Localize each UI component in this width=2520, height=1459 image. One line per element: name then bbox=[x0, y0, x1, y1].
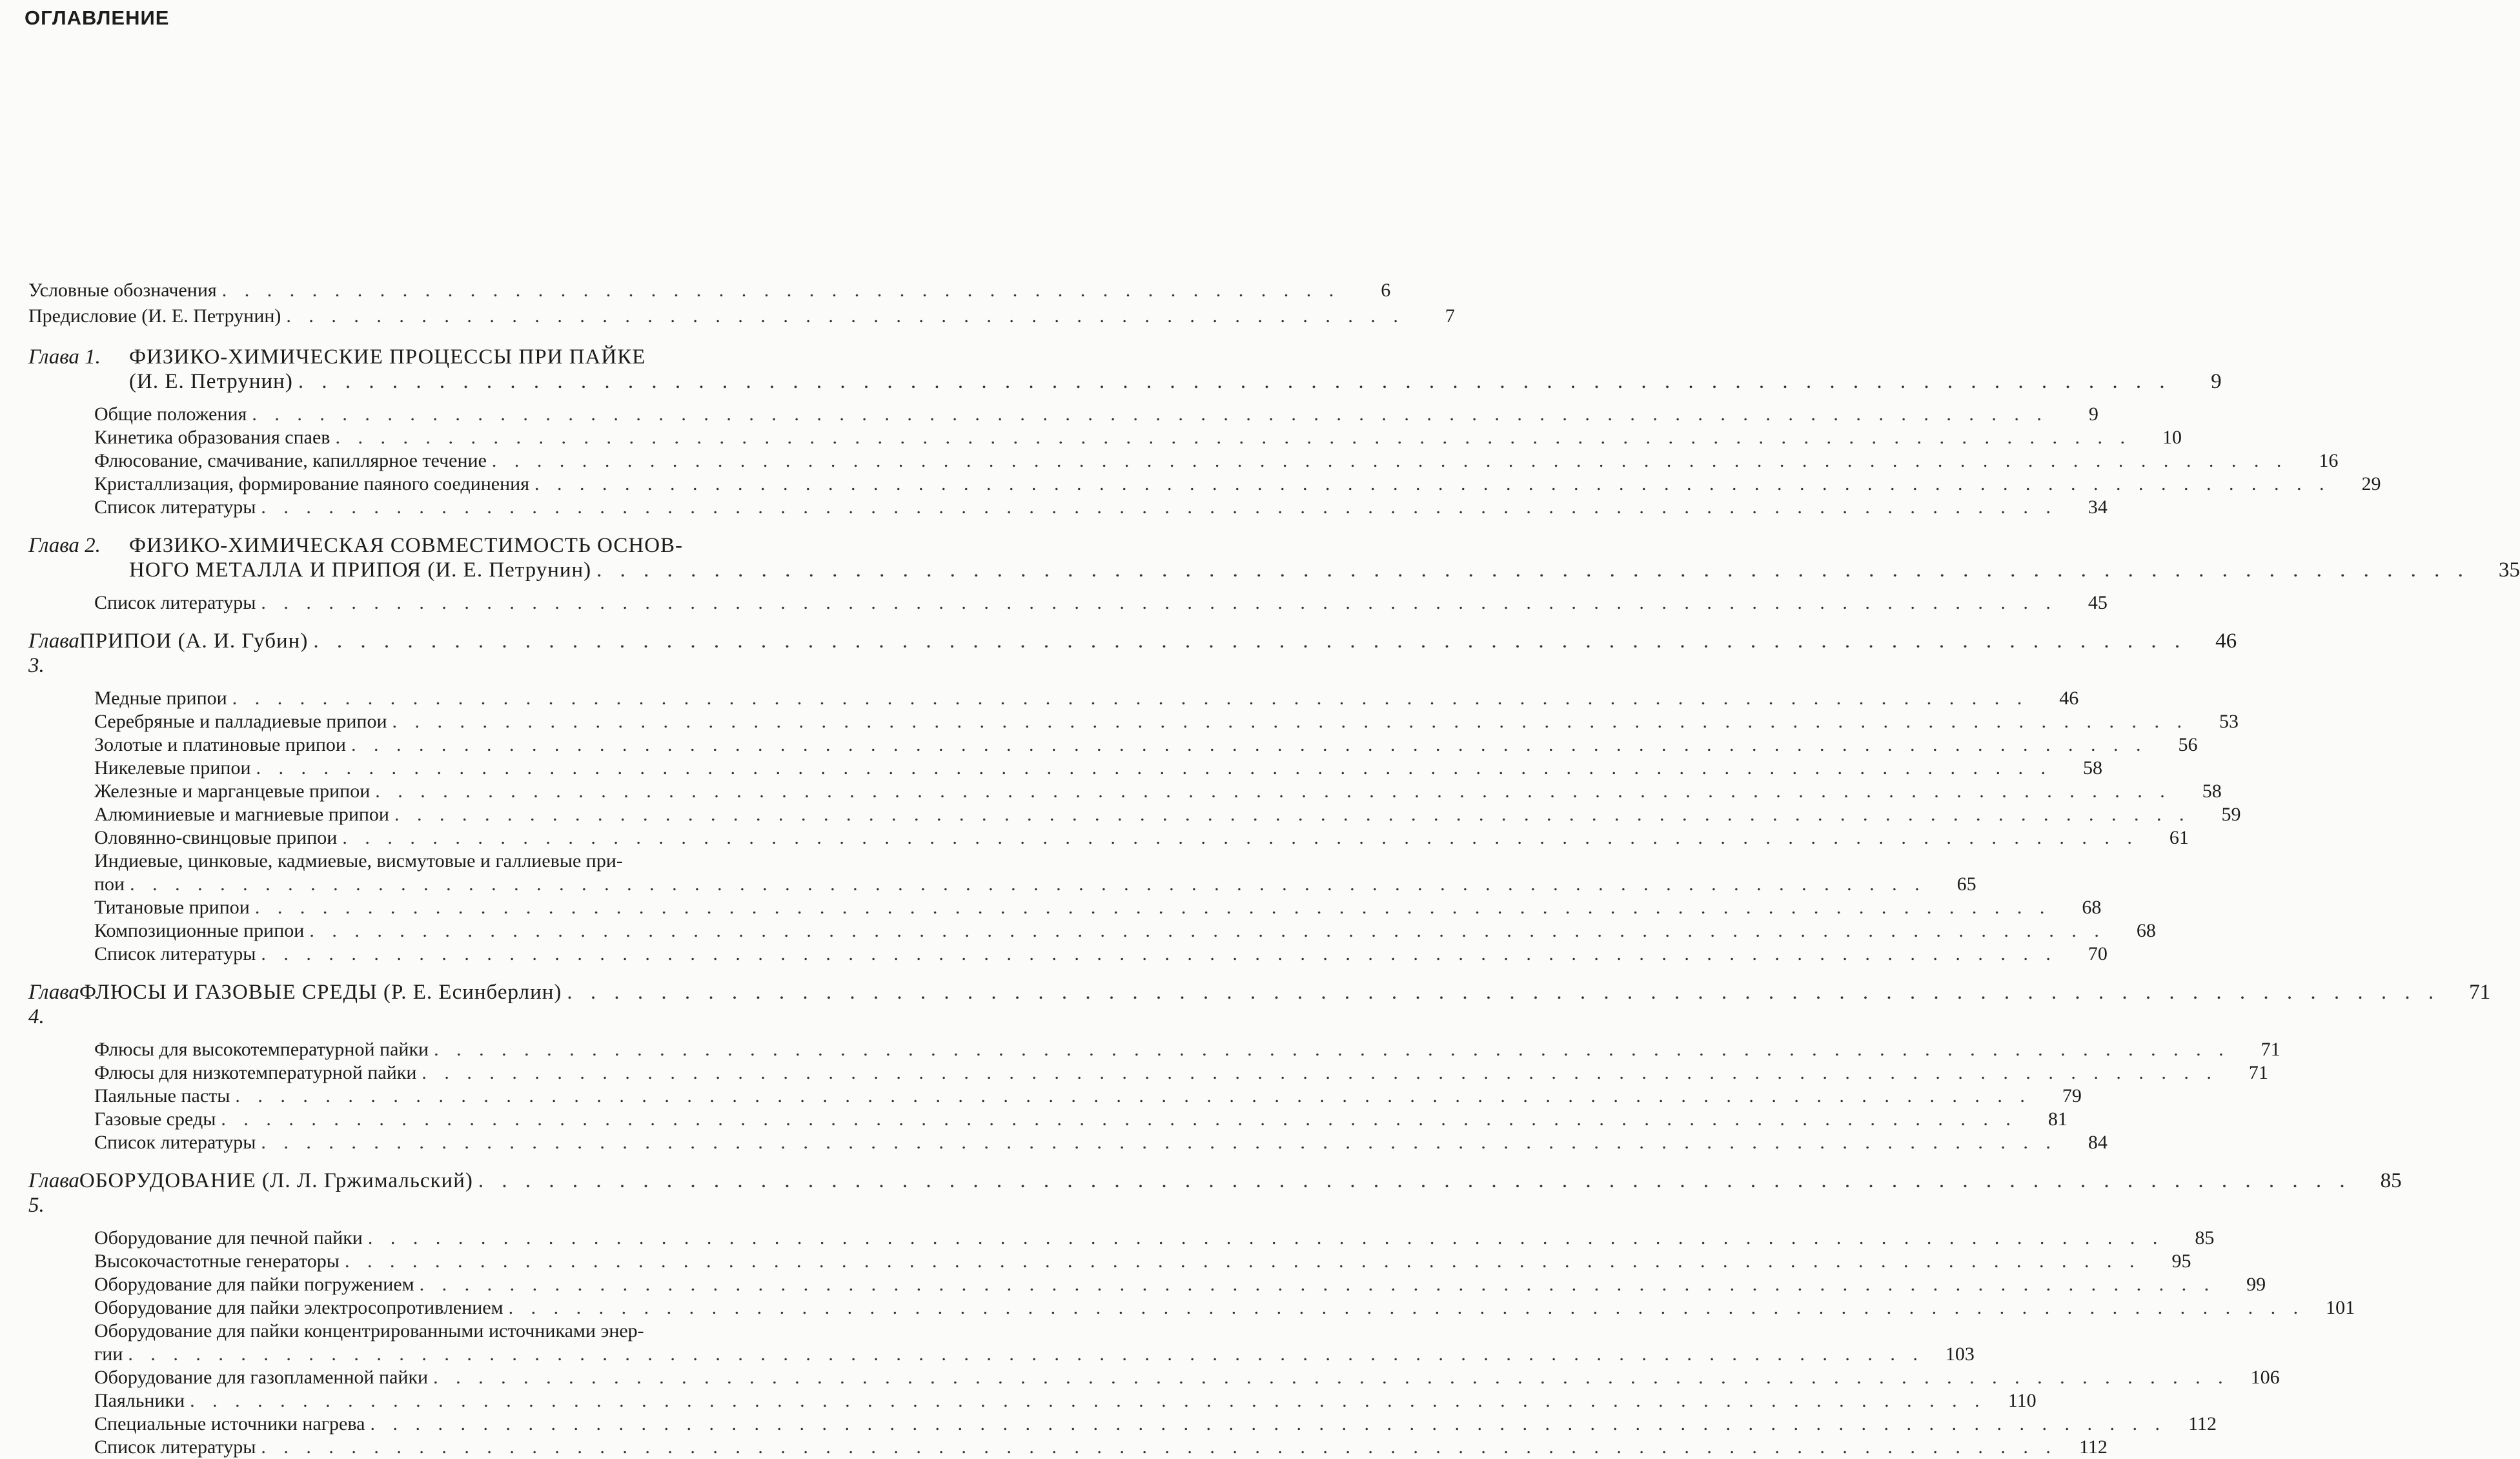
chapter-block bbox=[28, 980, 2491, 1154]
entry-page: 6 bbox=[1381, 280, 1391, 301]
chapter-page: 46 bbox=[2215, 629, 2237, 653]
chapter-label: Глава 2. bbox=[28, 534, 101, 557]
chapter-label: Глава 3. bbox=[28, 629, 79, 677]
leader-dots: . . . . . . . . . . . . . . . . . . . . . . . . . . . . . . . . . . . . . . . . . . . . . . . . . . . . . . . . . . . . . . . . . . . . . . . . . . . . . . . . bbox=[190, 1390, 1986, 1411]
entry-title: Флюсование, смачивание, капиллярное течение bbox=[94, 450, 487, 471]
chapter-block bbox=[28, 629, 2241, 966]
entry-page: 65 bbox=[1956, 873, 1976, 895]
entry-page: 71 bbox=[2261, 1039, 2281, 1060]
toc-entry bbox=[28, 1108, 2068, 1131]
entry-page: 112 bbox=[2188, 1413, 2217, 1434]
leader-dots: . . . . . . . . . . . . . . . . . . . . . . . . . . . . . . . . . . . . . . . . . . . . . . . . . . . . . . . . . . . . . . . . . . . . . . . . . . . . . . . . bbox=[394, 804, 2191, 825]
entry-title: Оборудование для пайки концентрированными источниками энер- bbox=[94, 1320, 644, 1342]
toc-entry bbox=[28, 1038, 2281, 1061]
section-list bbox=[28, 403, 2381, 519]
entry-title: Железные и марганцевые припои bbox=[94, 781, 371, 802]
toc-entry bbox=[28, 1296, 2355, 1320]
entry-page: 45 bbox=[2088, 592, 2108, 613]
entry-page: 101 bbox=[2326, 1297, 2355, 1318]
toc-entry bbox=[28, 943, 2108, 966]
leader-dots: . . . . . . . . . . . . . . . . . . . . . . . . . . . . . . . . . . . . . . . . . . . . . . . . . . . . . . . . . . . . . . . . . . . . . . . . . . . . . . . . bbox=[342, 827, 2139, 848]
toc-entry bbox=[28, 426, 2182, 449]
toc-entry bbox=[28, 1061, 2268, 1085]
chapter-title: ОБОРУДОВАНИЕ (Л. Л. Гржимальский) bbox=[79, 1169, 473, 1192]
entry-page: 46 bbox=[2059, 688, 2079, 709]
leader-dots: . . . . . . . . . . . . . . . . . . . . . . . . . . . . . . . . . . . . . . . . . . . . . . . . . . . . . . . . . . . . . . . . . . . . . . . . . . . . . . . . bbox=[313, 629, 2187, 653]
leader-dots: . . . . . . . . . . . . . . . . . . . . . . . . . . . . . . . . . . . . . . . . . . . . . . . . . . . . . . . . . . . . . . . . . . . . . . . . . . . . . . . . bbox=[567, 981, 2441, 1004]
entry-page: 95 bbox=[2171, 1250, 2191, 1272]
chapter-title: ФИЗИКО-ХИМИЧЕСКИЕ ПРОЦЕССЫ ПРИ ПАЙКЕ bbox=[129, 345, 646, 369]
section-list bbox=[28, 1038, 2281, 1154]
entry-page: 79 bbox=[2062, 1085, 2082, 1107]
entry-title: Индиевые, цинковые, кадмиевые, висмутовые и галлиевые при- bbox=[94, 850, 623, 872]
toc-entry bbox=[28, 1436, 2108, 1459]
entry-page: 85 bbox=[2195, 1227, 2215, 1249]
leader-dots: . . . . . . . . . . . . . . . . . . . . . . . . . . . . . . . . . . . . . . . . . . . . . . . . . . . . . . . . . . . . . . . . . . . . . . . . . . . . . . . . bbox=[491, 450, 2288, 471]
leader-dots: . . . . . . . . . . . . . . . . . . . . . . . . . . . . . . . . . . . . . . . . . . . . . . . . . . . . . . . . . . . . . . . . . . . . . . . . . . . . . . . . bbox=[367, 1227, 2164, 1249]
leader-dots: . . . . . . . . . . . . . . . . . . . . . . . . . . . . . . . . . . . . . . . . . . . . . . . . . . . . . . . . . . . . . . . . . . . . . . . . . . . . . . . . bbox=[478, 1169, 2352, 1192]
leader-dots: . . . . . . . . . . . . . . . . . . . . . . . . . . . . . . . . . . . . . . . . . . . . . . . . . . . . . . . . . . . . . . . . . . . . . . . . . . . . . . . . bbox=[261, 943, 2057, 964]
chapter-title: ФЛЮСЫ И ГАЗОВЫЕ СРЕДЫ (Р. Е. Есинберлин) bbox=[79, 981, 562, 1004]
entry-title: Условные обозначения bbox=[28, 280, 217, 301]
entry-page: 53 bbox=[2219, 711, 2239, 732]
toc-entry bbox=[28, 896, 2102, 919]
toc-entry bbox=[28, 403, 2098, 426]
leader-dots: . . . . . . . . . . . . . . . . . . . . . . . . . . . . . . . . . . . . . . . . . . . . . . . . . . . . . . . . . . . . . . . . . . . . . . . . . . . . . . . . bbox=[370, 1413, 2166, 1434]
toc-entry bbox=[28, 687, 2079, 710]
toc-entry bbox=[28, 1366, 2280, 1389]
table-of-contents bbox=[28, 279, 2520, 1459]
toc-entry bbox=[28, 780, 2222, 803]
entry-title: Список литературы bbox=[94, 1436, 256, 1458]
entry-page: 68 bbox=[2136, 920, 2156, 941]
entry-title: Никелевые припои bbox=[94, 757, 251, 779]
toc-entry bbox=[28, 733, 2198, 757]
entry-title: Кристаллизация, формирование паяного соединения bbox=[94, 473, 530, 495]
leader-dots: . . . . . . . . . . . . . . . . . . . . . . . . . . . . . . . . . . . . . . . . . . . . . . . . . . . . . . . . . . . . . . . . . . . . . . . . . . . . . . . . bbox=[232, 688, 2029, 709]
entry-title: Специальные источники нагрева bbox=[94, 1413, 365, 1434]
entry-page: 7 bbox=[1445, 305, 1455, 327]
toc-entry bbox=[28, 803, 2241, 826]
entry-page: 110 bbox=[2007, 1390, 2037, 1411]
leader-dots: . . . . . . . . . . . . . . . . . . . . . . . . . . . . . . . . . . . . . . . . . . . . . . . . . . . . . . . . . . . . . . . . . . . . . . . . . . . . . . . . bbox=[596, 558, 2470, 582]
entry-title: Список литературы bbox=[94, 592, 256, 613]
entry-page: 99 bbox=[2246, 1274, 2266, 1295]
leader-dots: . . . . . . . . . . . . . . . . . . . . . . . . . . . . . . . . . . . . . . . . . . . . . . . . . . . . . . . . . . . . . . . . . . . . . . . . . . . . . . . . bbox=[261, 496, 2057, 518]
leader-dots: . . . . . . . . . . . . . . . . . . . . . . . . . . . . . . . . . . . . . . . . . . . . . . . . . . bbox=[286, 305, 1405, 327]
entry-title: Оборудование для пайки электросопротивлением bbox=[94, 1297, 503, 1318]
toc-entry bbox=[28, 449, 2339, 473]
leader-dots: . . . . . . . . . . . . . . . . . . . . . . . . . . . . . . . . . . . . . . . . . . . . . . . . . . . . . . . . . . . . . . . . . . . . . . . . . . . . . . . . bbox=[261, 1132, 2057, 1153]
chapter-title-cont: НОГО МЕТАЛЛА И ПРИПОЯ (И. Е. Петрунин) bbox=[129, 558, 592, 582]
chapter-page: 35 bbox=[2498, 558, 2520, 582]
chapter-heading bbox=[28, 980, 2491, 1029]
leader-dots: . . . . . . . . . . . . . . . . . . . . . . . . . . . . . . . . . . . . . . . . . . . . . . . . . . . . . . . . . . . . . . . . . . . . . . . . . . . . . . . . bbox=[534, 473, 2331, 495]
chapter-heading bbox=[28, 345, 897, 369]
section-list bbox=[28, 687, 2241, 966]
leader-dots: . . . . . . . . . . . . . . . . . . . . . . . . . . . . . . . . . . . . . . . . . . . . . . . . . . . . . . . . . . . . . . . . . . . . . . . . . . . . . . . . bbox=[130, 873, 1926, 895]
chapter-heading-cont bbox=[28, 558, 2520, 582]
toc-entry bbox=[28, 1250, 2191, 1273]
entry-page: 106 bbox=[2250, 1367, 2280, 1388]
entry-title-cont: пои bbox=[94, 873, 125, 895]
entry-title: Золотые и платиновые припои bbox=[94, 734, 346, 755]
chapter-label: Глава 4. bbox=[28, 981, 79, 1028]
toc-entry bbox=[28, 1389, 2037, 1413]
entry-page: 84 bbox=[2088, 1132, 2108, 1153]
leader-dots: . . . . . . . . . . . . . . . . . . . . . . . . . . . . . . . . . . . . . . . . . . . . . . . . . . . . . . . . . . . . . . . . . . . . . . . . . . . . . . . . bbox=[422, 1062, 2218, 1083]
leader-dots: . . . . . . . . . . . . . . . . . . . . . . . . . . . . . . . . . . . . . . . . . . . . . . . . . . . . . . . . . . . . . . . . . . . . . . . . . . . . . . . . bbox=[335, 427, 2131, 448]
leader-dots: . . . . . . . . . . . . . . . . . . . . . . . . . . . . . . . . . . . . . . . . . . . . . . . . . . . . . . . . . . . . . . . . . . . . . . . . . . . . . . . . bbox=[221, 1108, 2017, 1130]
entry-title: Серебряные и палладиевые припои bbox=[94, 711, 387, 732]
chapter-label: Глава 1. bbox=[28, 345, 101, 369]
entry-page: 81 bbox=[2048, 1108, 2068, 1130]
leader-dots: . . . . . . . . . . . . . . . . . . . . . . . . . . . . . . . . . . . . . . . . . . . . . . . . . . . . . . . . . . . . . . . . . . . . . . . . . . . . . . . . bbox=[298, 370, 2171, 393]
entry-page: 56 bbox=[2178, 734, 2198, 755]
entry-title-cont: гии bbox=[94, 1343, 123, 1365]
leader-dots: . . . . . . . . . . . . . . . . . . . . . . . . . . . . . . . . . . . . . . . . . . . . . . . . . . . . . . . . . . . . . . . . . . . . . . . . . . . . . . . . bbox=[261, 592, 2057, 613]
entry-page: 29 bbox=[2361, 473, 2381, 495]
entry-page: 59 bbox=[2221, 804, 2241, 825]
chapter-title: ПРИПОИ (А. И. Губин) bbox=[79, 629, 309, 653]
chapter-heading-cont bbox=[28, 369, 2222, 394]
entry-page: 34 bbox=[2088, 496, 2108, 518]
entry-title: Список литературы bbox=[94, 943, 256, 964]
section-list bbox=[28, 1227, 2355, 1459]
leader-dots: . . . . . . . . . . . . . . . . . . . . . . . . . . . . . . . . . . . . . . . . . . . . . . . . . . bbox=[221, 280, 1341, 301]
entry-title: Алюминиевые и магниевые припои bbox=[94, 804, 389, 825]
entry-page: 71 bbox=[2248, 1062, 2268, 1083]
entry-page: 112 bbox=[2078, 1436, 2108, 1458]
toc-entry bbox=[28, 1085, 2082, 1108]
toc-entry bbox=[28, 305, 1455, 328]
chapter-label: Глава 5. bbox=[28, 1169, 79, 1217]
toc-entry bbox=[28, 496, 2108, 519]
toc-entry-cont bbox=[28, 1343, 1975, 1366]
toc-entry bbox=[28, 591, 2108, 615]
entry-page: 10 bbox=[2162, 427, 2182, 448]
toc-entry bbox=[28, 1273, 2266, 1296]
chapter-list bbox=[28, 345, 2520, 1459]
chapter-heading bbox=[28, 1168, 2402, 1218]
leader-dots: . . . . . . . . . . . . . . . . . . . . . . . . . . . . . . . . . . . . . . . . . . . . . . . . . . . . . . . . . . . . . . . . . . . . . . . . . . . . . . . . bbox=[434, 1039, 2230, 1060]
entry-title: Флюсы для низкотемпературной пайки bbox=[94, 1062, 417, 1083]
entry-page: 58 bbox=[2202, 781, 2222, 802]
chapter-page: 71 bbox=[2469, 981, 2491, 1004]
chapter-block bbox=[28, 1168, 2402, 1459]
entry-page: 16 bbox=[2319, 450, 2339, 471]
chapter-page: 9 bbox=[2211, 370, 2222, 393]
leader-dots: . . . . . . . . . . . . . . . . . . . . . . . . . . . . . . . . . . . . . . . . . . . . . . . . . . . . . . . . . . . . . . . . . . . . . . . . . . . . . . . . bbox=[261, 1436, 2057, 1458]
chapter-title: ФИЗИКО-ХИМИЧЕСКАЯ СОВМЕСТИМОСТЬ ОСНОВ- bbox=[129, 534, 684, 557]
leader-dots: . . . . . . . . . . . . . . . . . . . . . . . . . . . . . . . . . . . . . . . . . . . . . . . . . . . . . . . . . . . . . . . . . . . . . . . . . . . . . . . . bbox=[252, 403, 2048, 425]
leader-dots: . . . . . . . . . . . . . . . . . . . . . . . . . . . . . . . . . . . . . . . . . . . . . . . . . . . . . . . . . . . . . . . . . . . . . . . . . . . . . . . . bbox=[392, 711, 2189, 732]
entry-page: 103 bbox=[1945, 1343, 1975, 1365]
toc-entry bbox=[28, 919, 2156, 943]
toc-entry bbox=[28, 850, 897, 873]
entry-title: Оборудование для газопламенной пайки bbox=[94, 1367, 429, 1388]
leader-dots: . . . . . . . . . . . . . . . . . . . . . . . . . . . . . . . . . . . . . . . . . . . . . . . . . . . . . . . . . . . . . . . . . . . . . . . . . . . . . . . . bbox=[128, 1343, 1924, 1365]
chapter-title-cont: (И. Е. Петрунин) bbox=[129, 370, 293, 393]
entry-page: 70 bbox=[2088, 943, 2108, 964]
entry-page: 68 bbox=[2082, 897, 2102, 918]
leader-dots: . . . . . . . . . . . . . . . . . . . . . . . . . . . . . . . . . . . . . . . . . . . . . . . . . . . . . . . . . . . . . . . . . . . . . . . . . . . . . . . . bbox=[508, 1297, 2305, 1318]
page-title: ОГЛАВЛЕНИЕ bbox=[25, 6, 170, 29]
entry-title: Оборудование для печной пайки bbox=[94, 1227, 363, 1249]
chapter-block bbox=[28, 533, 2520, 615]
chapter-heading bbox=[28, 629, 2237, 678]
toc-entry bbox=[28, 1227, 2215, 1250]
entry-title: Оловянно-свинцовые припои bbox=[94, 827, 338, 848]
toc-entry bbox=[28, 473, 2381, 496]
leader-dots: . . . . . . . . . . . . . . . . . . . . . . . . . . . . . . . . . . . . . . . . . . . . . . . . . . . . . . . . . . . . . . . . . . . . . . . . . . . . . . . . bbox=[256, 757, 2053, 779]
leader-dots: . . . . . . . . . . . . . . . . . . . . . . . . . . . . . . . . . . . . . . . . . . . . . . . . . . . . . . . . . . . . . . . . . . . . . . . . . . . . . . . . bbox=[419, 1274, 2216, 1295]
entry-title: Общие положения bbox=[94, 403, 247, 425]
entry-title: Список литературы bbox=[94, 496, 256, 518]
leader-dots: . . . . . . . . . . . . . . . . . . . . . . . . . . . . . . . . . . . . . . . . . . . . . . . . . . . . . . . . . . . . . . . . . . . . . . . . . . . . . . . . bbox=[433, 1367, 2230, 1388]
entry-page: 61 bbox=[2169, 827, 2189, 848]
toc-entry bbox=[28, 1320, 897, 1343]
entry-title: Композиционные припои bbox=[94, 920, 305, 941]
toc-entry bbox=[28, 826, 2189, 850]
entry-title: Список литературы bbox=[94, 1132, 256, 1153]
entry-title: Высокочастотные генераторы bbox=[94, 1250, 340, 1272]
toc-entry bbox=[28, 710, 2239, 733]
entry-title: Паяльные пасты bbox=[94, 1085, 230, 1107]
chapter-heading bbox=[28, 533, 897, 558]
entry-title: Паяльники bbox=[94, 1390, 185, 1411]
entry-title: Газовые среды bbox=[94, 1108, 216, 1130]
entry-title: Медные припои bbox=[94, 688, 227, 709]
entry-title: Предисловие (И. Е. Петрунин) bbox=[28, 305, 281, 327]
entry-title: Титановые припои bbox=[94, 897, 250, 918]
entry-title: Оборудование для пайки погружением bbox=[94, 1274, 414, 1295]
chapter-block bbox=[28, 345, 2381, 519]
leader-dots: . . . . . . . . . . . . . . . . . . . . . . . . . . . . . . . . . . . . . . . . . . . . . . . . . . . . . . . . . . . . . . . . . . . . . . . . . . . . . . . . bbox=[235, 1085, 2031, 1107]
toc-entry bbox=[28, 279, 1391, 302]
entry-title: Флюсы для высокотемпературной пайки bbox=[94, 1039, 429, 1060]
entry-page: 9 bbox=[2088, 403, 2098, 425]
section-list bbox=[28, 591, 2108, 615]
leader-dots: . . . . . . . . . . . . . . . . . . . . . . . . . . . . . . . . . . . . . . . . . . . . . . . . . . . . . . . . . . . . . . . . . . . . . . . . . . . . . . . . bbox=[254, 897, 2051, 918]
leader-dots: . . . . . . . . . . . . . . . . . . . . . . . . . . . . . . . . . . . . . . . . . . . . . . . . . . . . . . . . . . . . . . . . . . . . . . . . . . . . . . . . bbox=[351, 734, 2148, 755]
entry-page: 58 bbox=[2083, 757, 2103, 779]
toc-entry-cont bbox=[28, 873, 1976, 896]
toc-entry bbox=[28, 1413, 2217, 1436]
entry-title: Кинетика образования спаев bbox=[94, 427, 330, 448]
leader-dots: . . . . . . . . . . . . . . . . . . . . . . . . . . . . . . . . . . . . . . . . . . . . . . . . . . . . . . . . . . . . . . . . . . . . . . . . . . . . . . . . bbox=[344, 1250, 2141, 1272]
leader-dots: . . . . . . . . . . . . . . . . . . . . . . . . . . . . . . . . . . . . . . . . . . . . . . . . . . . . . . . . . . . . . . . . . . . . . . . . . . . . . . . . bbox=[309, 920, 2106, 941]
leader-dots: . . . . . . . . . . . . . . . . . . . . . . . . . . . . . . . . . . . . . . . . . . . . . . . . . . . . . . . . . . . . . . . . . . . . . . . . . . . . . . . . bbox=[375, 781, 2171, 802]
toc-entry bbox=[28, 1131, 2108, 1154]
chapter-page: 85 bbox=[2380, 1169, 2402, 1192]
toc-entry bbox=[28, 757, 2103, 780]
